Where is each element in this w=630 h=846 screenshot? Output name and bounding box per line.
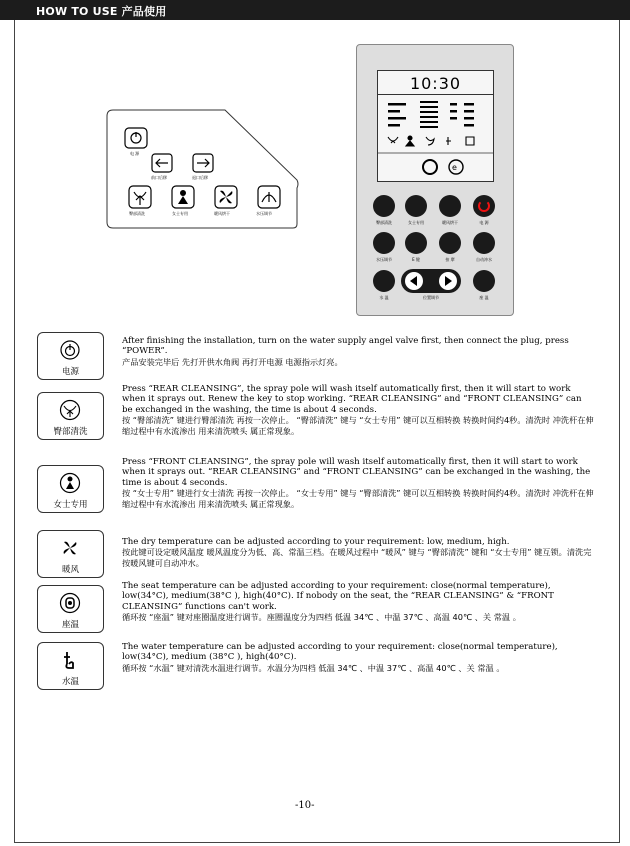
dry-label: 暖风烘干 [442, 220, 458, 225]
position-label: 位置调节 [423, 295, 439, 300]
rear-cleansing-button[interactable] [373, 195, 395, 217]
rear-wash-icon [59, 399, 81, 421]
level-bars-icon [388, 101, 474, 128]
water-temp-button[interactable] [373, 270, 395, 292]
rear-instruction-icon-box [37, 392, 104, 440]
side-power-label: 电 源 [130, 151, 140, 156]
seat-temp-button[interactable] [473, 270, 495, 292]
dry-button[interactable] [439, 195, 461, 217]
header-bar [0, 0, 630, 20]
power-icon [59, 339, 81, 361]
side-front-label: 女士专用 [172, 211, 188, 216]
lcd-indicators [378, 97, 493, 181]
side-pressure-label: 水压调节 [256, 211, 272, 216]
front-instruction: Press “FRONT CLEANSING”, the spray pole will wash itself automatically first, then it will start to work when it sprays out. “REAR CLEANSING” and “FRONT CLEANSING” can be exchanged in the washing, the time is about 4 seconds. 按 “女士专用” 键进行女士清洗 再按一次停止。 “女士专用” 键与 “臀部清洗” 键可以互相转换 转换时间约4秒。清洗时 冲洗杆在伸缩过程中有水流渗出 用来清洗喷头 属正常现象。 [122, 457, 594, 509]
pressure-button[interactable] [373, 232, 395, 254]
control-panel-illustration [356, 44, 514, 316]
side-remote-illustration [105, 108, 300, 231]
front-caption: 女士专用 [53, 500, 88, 510]
rear-instruction: Press “REAR CLEANSING”, the spray pole will wash itself automatically first, then it will start to work when it sprays out. Renew the key to stop working. “REAR CLEANSING” and “FRONT CLEANSING” can be exchanged in the washing, the time is about 4 seconds. 按 “臀部清洗” 键进行臀部清洗 再按一次停止。 “臀部清洗” 键与 “女士专用” 键可以互相转换 转换时间约4秒。清洗时 冲洗杆在伸缩过程中有水流渗出 用来清洗喷头 属正常现象。 [122, 384, 594, 436]
lcd-screen [377, 70, 494, 182]
seat-temp-icon [59, 592, 81, 614]
water-temp-instruction: The water temperature can be adjusted according to your requirement: close(normal temperature), low(34°C), medium (38°C ), high(40°C). 循环按 “水温” 键对清洗水温进行调节。水温分为四档 低温 34℃ 、中温 37℃ 、高温 40℃ 、关 常温 。 [122, 642, 558, 673]
self-clean-label: 自动冲水 [476, 257, 492, 262]
seat-temp-instruction: The seat temperature can be adjusted according to your requirement: close(normal temperature), low(34°C), medium(38°C ), high(40°C). If nobody on the seat, the “REAR CLEANSING” & “FRONT CLEANSING” functions can't work. 循环按 “座温” 键对座圈温度进行调节。座圈温度分为四档 低温 34℃ 、中温 37℃ 、高温 40℃ 、关 常温 。 [122, 581, 554, 623]
dry-instruction: The dry temperature can be adjusted according to your requirement: low, medium, high. 按此键可设定暖风温度 暖风温度分为低、高、常温三档。在暖风过程中 “暖风” 键与 “臀部清洗” 键和 “女士专用” 键互锁。清洗完按暖风键可自动冲水。 [122, 537, 592, 568]
power-instruction: After finishing the installation, turn on the water supply angel valve first, then connect the plug, press “POWER”. 产品安装完毕后 先打开供水角阀 再打开电源 电源指示灯亮。 [122, 336, 569, 367]
power-instruction-icon-box [37, 332, 104, 380]
fan-dry-icon [59, 537, 81, 559]
dry-instruction-icon-box [37, 530, 104, 578]
side-forward-label: 退口后移 [192, 175, 208, 180]
water-temp-label: 水 温 [379, 295, 389, 300]
pressure-label: 水压调节 [376, 257, 392, 262]
power-caption: 电源 [61, 367, 79, 377]
seat-temp-instruction-icon-box [37, 585, 104, 633]
power-label: 电 源 [479, 220, 489, 225]
side-back-label: 前口后移 [151, 175, 167, 180]
position-adjust-button[interactable] [401, 269, 461, 293]
water-temp-icon [59, 649, 81, 671]
front-wash-icon [59, 472, 81, 494]
page-title: HOW TO USE 产品使用 [36, 5, 167, 18]
power-button[interactable] [473, 195, 495, 217]
eco-label: E 键 [412, 257, 420, 262]
status-icons [388, 136, 474, 146]
seat-temp-caption: 座温 [61, 620, 79, 630]
water-temp-caption: 水温 [61, 677, 79, 687]
page-number: -10- [295, 800, 315, 811]
dry-caption: 暖风 [61, 565, 79, 575]
self-clean-button[interactable] [473, 232, 495, 254]
side-dry-label: 暖风烘干 [214, 211, 230, 216]
front-instruction-icon-box [37, 465, 104, 513]
seat-temp-label: 座 温 [479, 295, 489, 300]
massage-button[interactable] [439, 232, 461, 254]
front-cleansing-button[interactable] [405, 195, 427, 217]
water-temp-instruction-icon-box [37, 642, 104, 690]
side-rear-label: 臀部清洗 [129, 211, 145, 216]
rear-label: 臀部清洗 [376, 220, 392, 225]
front-label: 女士专用 [408, 220, 424, 225]
eco-indicators [423, 160, 463, 174]
lcd-time: 10:30 [409, 74, 462, 93]
svg-text:e: e [452, 163, 457, 172]
massage-label: 按 摩 [445, 257, 455, 262]
eco-button[interactable] [405, 232, 427, 254]
rear-caption: 臀部清洗 [53, 427, 88, 437]
